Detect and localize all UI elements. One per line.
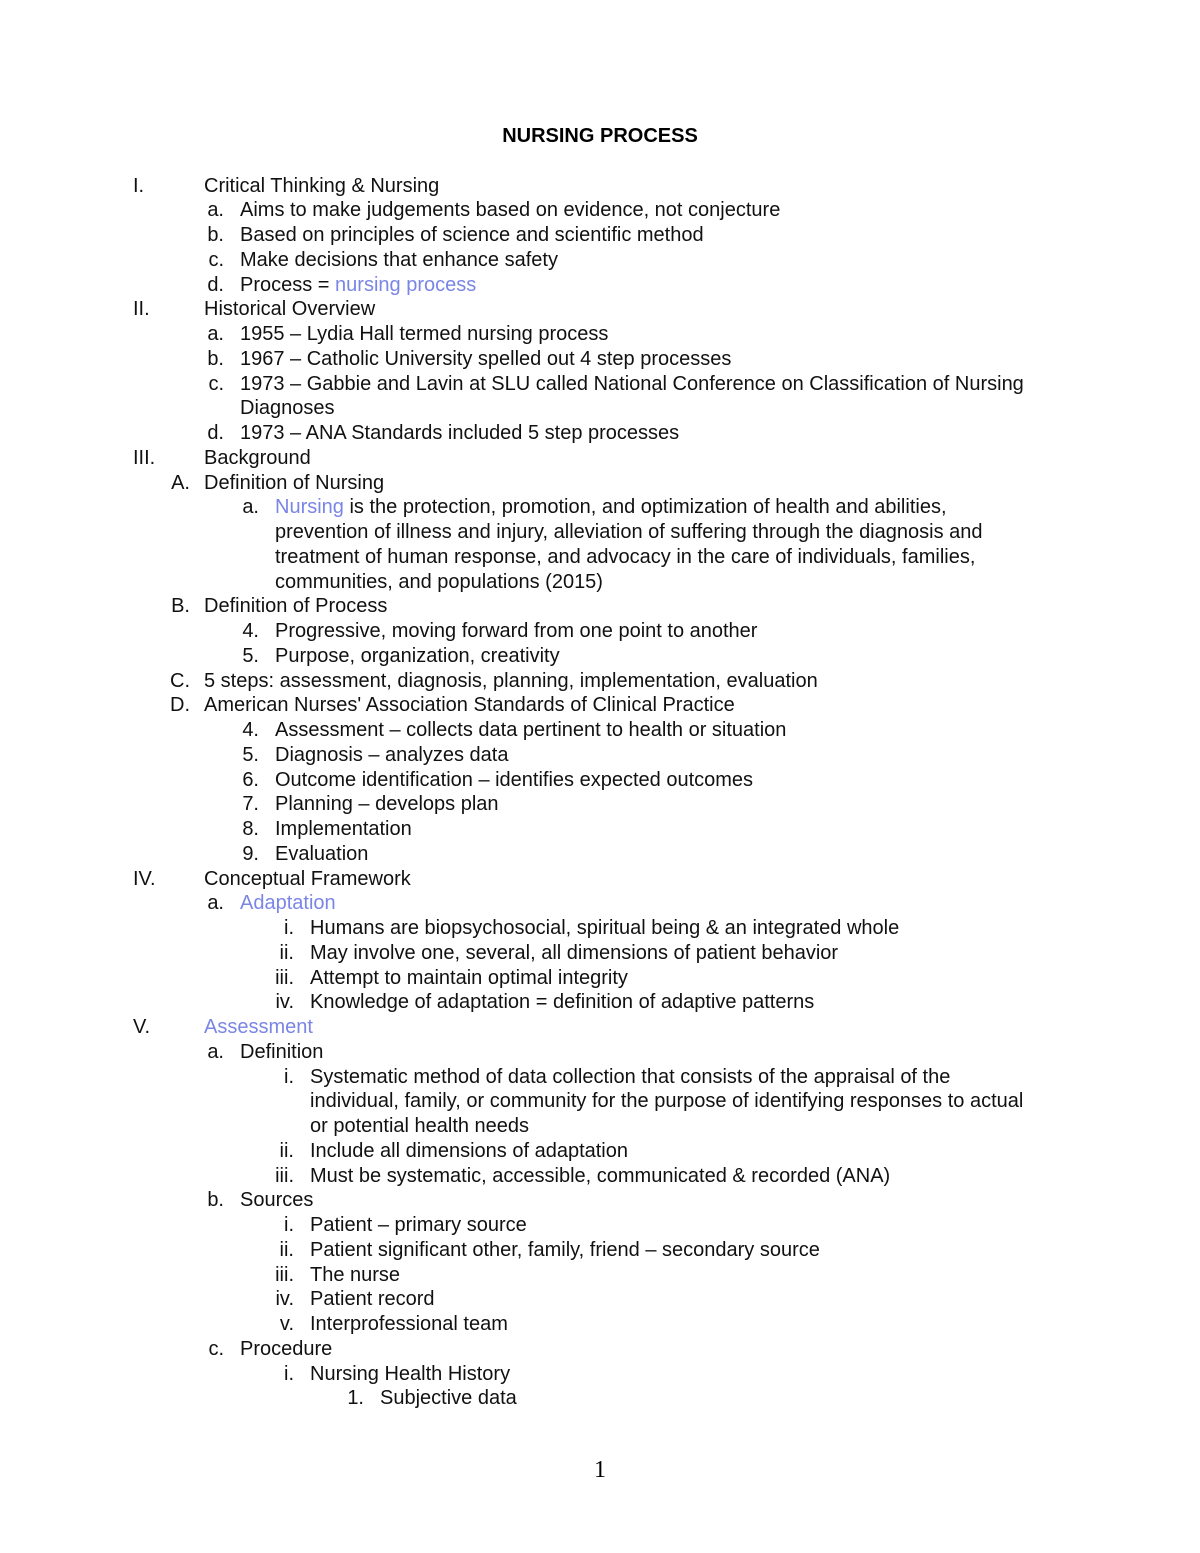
item-text: 1955 – Lydia Hall termed nursing process <box>240 323 609 345</box>
item-text: Background <box>204 447 311 469</box>
highlighted-term: Assessment <box>204 1016 313 1038</box>
list-item <box>310 1362 510 1387</box>
list-item <box>310 1164 890 1189</box>
list-marker: a. <box>207 323 224 345</box>
list-marker: A. <box>171 472 190 494</box>
list-marker: iii. <box>275 1165 294 1187</box>
item-text: Based on principles of science and scientific method <box>240 224 704 246</box>
list-marker: V. <box>133 1016 151 1038</box>
list-item <box>240 1040 323 1065</box>
list-item <box>310 1139 628 1164</box>
list-marker: i. <box>284 917 294 939</box>
list-marker: 6. <box>242 769 259 791</box>
list-item <box>275 842 368 867</box>
list-item <box>275 570 603 595</box>
item-text: May involve one, several, all dimensions of patient behavior <box>310 942 839 964</box>
list-item <box>310 1263 400 1288</box>
item-text: Knowledge of adaptation = definition of adaptive patterns <box>310 991 815 1013</box>
item-text: Subjective data <box>380 1387 517 1409</box>
list-marker: a. <box>207 1041 224 1063</box>
list-item <box>204 594 387 619</box>
list-marker: a. <box>207 892 224 914</box>
list-item <box>310 1089 1023 1114</box>
item-text: Nursing Health History <box>310 1363 511 1385</box>
list-marker: b. <box>207 1189 224 1211</box>
item-text: Definition of Process <box>204 595 388 617</box>
item-text: Implementation <box>275 818 412 840</box>
item-text: Purpose, organization, creativity <box>275 645 560 667</box>
list-marker: 4. <box>242 620 259 642</box>
item-text: Progressive, moving forward from one point to another <box>275 620 758 642</box>
list-item <box>240 347 731 372</box>
highlighted-term: nursing process <box>335 274 477 296</box>
list-marker: III. <box>133 447 156 469</box>
item-text: Diagnosis – analyzes data <box>275 744 509 766</box>
list-marker: 1. <box>347 1387 364 1409</box>
list-item <box>240 322 608 347</box>
list-item <box>240 223 704 248</box>
list-item <box>275 743 508 768</box>
list-item <box>275 619 757 644</box>
list-item <box>204 1015 313 1040</box>
list-marker: ii. <box>279 942 294 964</box>
list-marker: 5. <box>242 645 259 667</box>
list-item <box>310 941 838 966</box>
list-item <box>310 966 628 991</box>
item-text: is the protection, promotion, and optimization of health and abilities, <box>343 496 947 518</box>
item-text: treatment of human response, and advocacy in the care of individuals, families, <box>275 546 976 568</box>
item-text: Outcome identification – identifies expected outcomes <box>275 769 754 791</box>
list-marker: iv. <box>275 991 294 1013</box>
list-item <box>310 1312 508 1337</box>
list-item <box>240 421 679 446</box>
list-item <box>310 1213 527 1238</box>
item-text: Evaluation <box>275 843 369 865</box>
list-marker: IV. <box>133 868 156 890</box>
item-text: Conceptual Framework <box>204 868 411 890</box>
list-item <box>240 273 476 298</box>
item-text: individual, family, or community for the purpose of identifying responses to actual <box>310 1090 1024 1112</box>
list-marker: B. <box>171 595 190 617</box>
list-item <box>204 297 375 322</box>
item-text: Humans are biopsychosocial, spiritual being & an integrated whole <box>310 917 900 939</box>
list-marker: 9. <box>242 843 259 865</box>
item-text: Critical Thinking & Nursing <box>204 175 440 197</box>
list-marker: b. <box>207 224 224 246</box>
item-text: Must be systematic, accessible, communicated & recorded (ANA) <box>310 1165 891 1187</box>
list-item <box>275 644 560 669</box>
list-marker: 4. <box>242 719 259 741</box>
list-item <box>204 669 818 694</box>
list-marker: i. <box>284 1214 294 1236</box>
list-marker: 7. <box>242 793 259 815</box>
list-item <box>204 693 735 718</box>
list-marker: b. <box>207 348 224 370</box>
item-text: American Nurses' Association Standards of Clinical Practice <box>204 694 735 716</box>
list-item <box>310 990 814 1015</box>
list-item <box>310 1238 820 1263</box>
page-title: NURSING PROCESS <box>502 125 698 147</box>
item-text: Diagnoses <box>240 397 335 419</box>
list-item <box>240 198 780 223</box>
list-item <box>310 916 899 941</box>
item-text: Make decisions that enhance safety <box>240 249 558 271</box>
list-item <box>275 495 947 520</box>
list-item <box>275 768 753 793</box>
item-text: Process = <box>240 274 336 296</box>
item-text: Patient significant other, family, friend – secondary source <box>310 1239 820 1261</box>
list-marker: ii. <box>279 1239 294 1261</box>
item-text: Systematic method of data collection that consists of the appraisal of the <box>310 1066 951 1088</box>
list-item <box>204 867 411 892</box>
list-marker: iv. <box>275 1288 294 1310</box>
highlighted-term: Adaptation <box>240 892 336 914</box>
item-text: Definition of Nursing <box>204 472 385 494</box>
list-marker: 8. <box>242 818 259 840</box>
item-text: Patient record <box>310 1288 435 1310</box>
list-item <box>275 520 983 545</box>
page-number: 1 <box>594 1457 606 1483</box>
item-text: 1967 – Catholic University spelled out 4 step processes <box>240 348 732 370</box>
list-marker: I. <box>133 175 145 197</box>
list-marker: v. <box>279 1313 294 1335</box>
list-item <box>275 817 412 842</box>
list-marker: d. <box>207 274 224 296</box>
item-text: Sources <box>240 1189 314 1211</box>
item-text: Historical Overview <box>204 298 376 320</box>
list-marker: i. <box>284 1066 294 1088</box>
item-text: Aims to make judgements based on evidence, not conjecture <box>240 199 781 221</box>
list-item <box>310 1114 529 1139</box>
item-text: 5 steps: assessment, diagnosis, planning, implementation, evaluation <box>204 670 818 692</box>
list-marker: iii. <box>275 967 294 989</box>
list-item <box>275 545 975 570</box>
list-item <box>275 718 786 743</box>
item-text: Include all dimensions of adaptation <box>310 1140 628 1162</box>
list-marker: D. <box>170 694 190 716</box>
item-text: Assessment – collects data pertinent to health or situation <box>275 719 787 741</box>
list-marker: c. <box>208 1338 224 1360</box>
list-item <box>240 372 1024 397</box>
list-marker: a. <box>207 199 224 221</box>
list-marker: 5. <box>242 744 259 766</box>
list-item <box>310 1065 950 1090</box>
item-text: prevention of illness and injury, alleviation of suffering through the diagnosis and <box>275 521 983 543</box>
list-item <box>240 1188 313 1213</box>
item-text: or potential health needs <box>310 1115 530 1137</box>
list-item <box>380 1386 517 1411</box>
list-marker: ii. <box>279 1140 294 1162</box>
list-item <box>204 446 311 471</box>
list-marker: i. <box>284 1363 294 1385</box>
list-item <box>240 1337 332 1362</box>
list-marker: a. <box>242 496 259 518</box>
item-text: communities, and populations (2015) <box>275 571 603 593</box>
item-text: 1973 – Gabbie and Lavin at SLU called National Conference on Classification of Nursing <box>240 373 1024 395</box>
item-text: Procedure <box>240 1338 333 1360</box>
item-text: Planning – develops plan <box>275 793 499 815</box>
list-item <box>204 174 439 199</box>
list-item <box>204 471 384 496</box>
list-marker: c. <box>208 373 224 395</box>
list-marker: iii. <box>275 1264 294 1286</box>
list-item <box>275 792 499 817</box>
list-item <box>240 891 336 916</box>
item-text: Definition <box>240 1041 324 1063</box>
item-text: The nurse <box>310 1264 401 1286</box>
list-marker: d. <box>207 422 224 444</box>
item-text: Patient – primary source <box>310 1214 527 1236</box>
list-item <box>310 1287 435 1312</box>
list-marker: C. <box>170 670 190 692</box>
list-marker: II. <box>133 298 150 320</box>
item-text: Interprofessional team <box>310 1313 508 1335</box>
list-marker: c. <box>208 249 224 271</box>
highlighted-term: Nursing <box>275 496 344 518</box>
list-item <box>240 248 558 273</box>
item-text: Attempt to maintain optimal integrity <box>310 967 628 989</box>
list-item <box>240 396 335 421</box>
item-text: 1973 – ANA Standards included 5 step processes <box>240 422 680 444</box>
